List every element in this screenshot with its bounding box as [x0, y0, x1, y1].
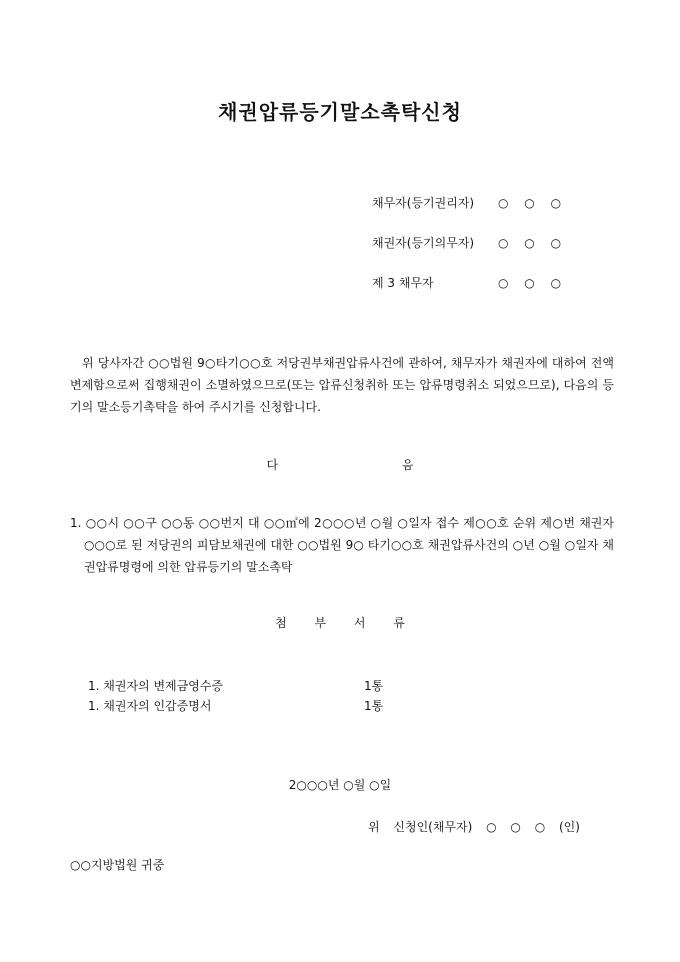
party-creditor-label: 채권자(등기의무자)	[372, 236, 475, 250]
attachment-item-receipt	[88, 677, 383, 694]
body-paragraph: 위 당사자간 ○○법원 9○타기○○호 저당권부채권압류사건에 관하여, 채무자가 채권자에 대하여 전액 변제함으로써 집행채권이 소멸하였으므로(또는 압류신청취하 또는 압류명령취소 되었으므로), 다음의 등기의 말소등기촉탁을 하여 주시기를 신청합니다.	[70, 356, 614, 414]
document-title: 채권압류등기말소촉탁신청	[218, 100, 462, 124]
party-creditor-name: ○ ○ ○	[498, 236, 562, 250]
list-item: 1. ○○시 ○○구 ○○동 ○○번지 대 ○○㎡에 2○○○년 ○월 ○일자 접수 제○○호 순위 제○번 채권자○○○로 된 저당권의 피담보채권에 대한 ○○법원 9○ 타기○○호 채권압류사건의 ○년 ○월 ○일자 채권압류명령에 의한 압류등기의 말소촉탁	[70, 516, 614, 574]
party-third-debtor-label: 제 3 채무자	[372, 276, 434, 290]
party-debtor-name: ○ ○ ○	[498, 196, 562, 210]
attachment-count: 1통	[364, 679, 384, 693]
party-third-debtor-name: ○ ○ ○	[498, 276, 562, 290]
attachment-label: 1. 채권자의 인감증명서	[88, 699, 212, 713]
court-addressee: ○○지방법원 귀중	[70, 858, 165, 872]
attachment-count: 1통	[364, 699, 384, 713]
attachment-item-seal-cert	[88, 697, 383, 714]
party-debtor-label: 채무자(등기권리자)	[372, 196, 475, 210]
attachments-heading	[0, 614, 680, 631]
attachments-heading-text: 첨 부 서 류	[275, 616, 417, 630]
party-creditor	[372, 234, 561, 251]
applicant-line: 위 신청인(채무자) ○ ○ ○ (인)	[368, 820, 580, 834]
section-heading-text: 다 음	[266, 458, 474, 472]
party-third-debtor	[372, 274, 561, 291]
attachment-label: 1. 채권자의 변제금영수증	[88, 679, 223, 693]
section-heading	[0, 456, 680, 473]
document-date: 2○○○년 ○월 ○일	[288, 778, 392, 792]
party-debtor	[372, 194, 561, 211]
